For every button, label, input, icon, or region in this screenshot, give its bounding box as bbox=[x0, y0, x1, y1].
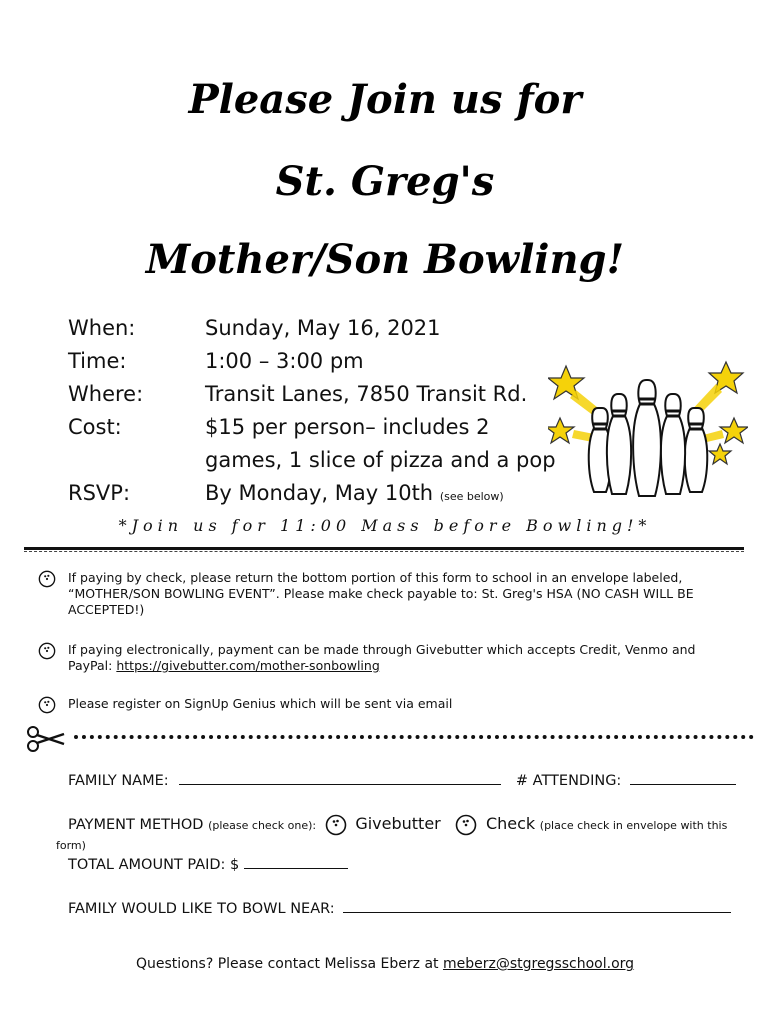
givebutter-checkbox[interactable] bbox=[325, 814, 347, 836]
bullet-electronic-text: If paying electronically, payment can be made through Givebutter which accepts Credit, Venmo and PayPal: bbox=[68, 642, 696, 673]
bowling-pin-icon bbox=[633, 380, 661, 496]
option-check: Check bbox=[485, 814, 536, 833]
rsvp-note: (see below) bbox=[439, 490, 504, 503]
bowling-pins-illustration bbox=[548, 358, 748, 500]
rsvp-value bbox=[205, 481, 504, 505]
givebutter-link[interactable]: https://givebutter.com/mother-sonbowling bbox=[116, 658, 380, 673]
attending-field[interactable] bbox=[630, 772, 736, 785]
family-name-row bbox=[68, 772, 736, 789]
cut-line bbox=[26, 724, 726, 760]
star-icon bbox=[548, 418, 574, 443]
when-value: Sunday, May 16, 2021 bbox=[205, 316, 441, 340]
bowl-near-row bbox=[68, 900, 731, 917]
cost-row bbox=[68, 415, 588, 448]
bowling-pin-icon bbox=[685, 408, 708, 492]
where-label: Where: bbox=[68, 382, 144, 406]
title-line-2: St. Greg's bbox=[275, 158, 495, 205]
family-name-label: FAMILY NAME: bbox=[68, 773, 169, 789]
rsvp-date: By Monday, May 10th bbox=[205, 481, 434, 505]
scissors-icon bbox=[26, 724, 68, 754]
family-name-field[interactable] bbox=[179, 772, 501, 785]
contact-email-link[interactable]: meberz@stgregsschool.org bbox=[442, 956, 635, 972]
mass-note: *Join us for 11:00 Mass before Bowling!* bbox=[118, 516, 652, 535]
bullet-electronic-payment bbox=[38, 642, 718, 674]
where-value: Transit Lanes, 7850 Transit Rd. bbox=[205, 382, 528, 406]
payment-method-note: (please check one): bbox=[208, 819, 317, 832]
title-line-3: Mother/Son Bowling! bbox=[145, 236, 625, 283]
time-value: 1:00 – 3:00 pm bbox=[205, 349, 364, 373]
bowling-pin-icon bbox=[607, 394, 631, 494]
title-line-1: Please Join us for bbox=[188, 76, 582, 123]
bowl-near-field[interactable] bbox=[343, 900, 731, 913]
cost-value-2: games, 1 slice of pizza and a pop bbox=[205, 448, 556, 472]
bullet-check-payment bbox=[38, 570, 718, 618]
bowling-ball-icon bbox=[38, 696, 56, 714]
option-givebutter: Givebutter bbox=[355, 814, 441, 833]
check-checkbox[interactable] bbox=[455, 814, 477, 836]
section-divider bbox=[24, 547, 744, 550]
cost-value-1: $15 per person– includes 2 bbox=[205, 415, 490, 439]
section-divider-texture bbox=[24, 551, 744, 552]
total-paid-row bbox=[68, 856, 348, 873]
payment-method-row bbox=[68, 814, 728, 836]
contact-text: Questions? Please contact Melissa Eberz at bbox=[135, 956, 439, 972]
bullet-check-text: If paying by check, please return the bottom portion of this form to school in an envelope labeled, “MOTHER/SON BOWLING EVENT”. Please make check payable to: St. Greg's HSA (NO CASH WILL BE ACCEPTED!) bbox=[68, 570, 694, 617]
time-row bbox=[68, 349, 588, 382]
bullet-signup bbox=[38, 696, 718, 712]
cost-row-continued bbox=[68, 448, 588, 481]
when-label: When: bbox=[68, 316, 136, 340]
star-icon bbox=[720, 418, 748, 443]
bowling-ball-icon bbox=[38, 642, 56, 660]
contact-line bbox=[0, 956, 770, 972]
bowling-ball-icon bbox=[38, 570, 56, 588]
rsvp-label: RSVP: bbox=[68, 481, 131, 505]
cost-label: Cost: bbox=[68, 415, 122, 439]
bowl-near-label: FAMILY WOULD LIKE TO BOWL NEAR: bbox=[68, 901, 335, 917]
rsvp-row bbox=[68, 481, 588, 514]
attending-label: # ATTENDING: bbox=[515, 773, 622, 789]
total-paid-field[interactable] bbox=[244, 856, 348, 869]
check-note-1: (place check in envelope with this bbox=[539, 819, 728, 832]
when-row bbox=[68, 316, 588, 349]
dotted-cut-line bbox=[74, 735, 754, 739]
bowling-pin-icon bbox=[661, 394, 685, 494]
event-details bbox=[68, 316, 588, 514]
check-note-2: form) bbox=[56, 839, 86, 852]
bullet-signup-text: Please register on SignUp Genius which will be sent via email bbox=[68, 696, 453, 711]
star-icon bbox=[709, 444, 731, 464]
time-label: Time: bbox=[68, 349, 127, 373]
payment-method-label: PAYMENT METHOD bbox=[68, 817, 204, 833]
where-row bbox=[68, 382, 588, 415]
bullet-electronic-block bbox=[68, 642, 718, 674]
total-paid-label: TOTAL AMOUNT PAID: $ bbox=[68, 857, 240, 873]
